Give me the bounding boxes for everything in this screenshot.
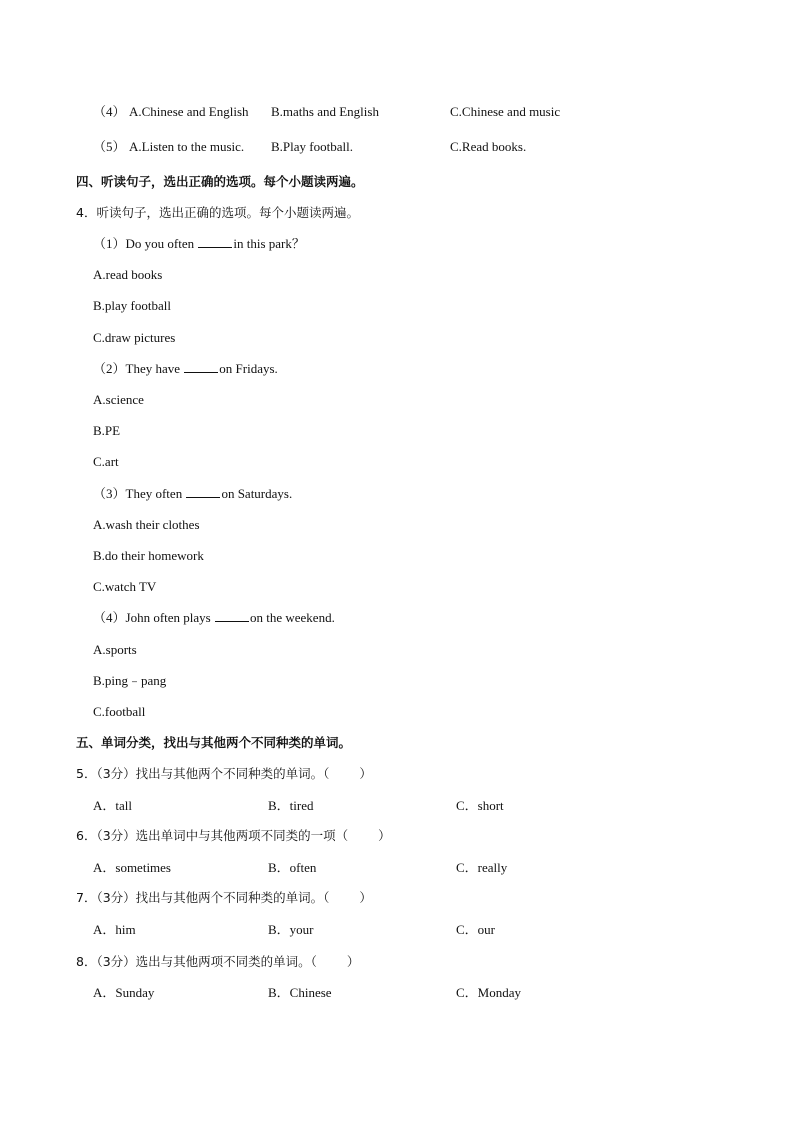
question7-option-b: B．your	[268, 922, 314, 937]
answer-blank	[186, 486, 220, 498]
section4-item3	[93, 486, 292, 502]
section5-heading: 五、单词分类，找出与其他两个不同种类的单词。	[76, 735, 352, 750]
question8-option-a: A．Sunday	[93, 985, 155, 1000]
close-paren: ）	[378, 828, 391, 843]
section4-item4-option-c: C.football	[93, 704, 146, 719]
section4-item1-option-a: A.read books	[93, 267, 163, 282]
section5-question6-stem	[76, 828, 391, 844]
q3-item5-option-c: C.Read books.	[450, 139, 527, 154]
section4-item4-option-b: B.ping﹣pang	[93, 673, 167, 688]
sentence-before: They have	[125, 361, 184, 376]
q3-item4-option-c: C.Chinese and music	[450, 104, 561, 119]
section4-item1-option-b: B.play football	[93, 298, 171, 313]
item-number: （4）	[93, 610, 126, 625]
section4-item3-option-c: C.watch TV	[93, 579, 157, 594]
answer-blank	[198, 236, 232, 248]
section4-item4	[93, 610, 335, 626]
question8-option-c: C．Monday	[456, 985, 522, 1000]
q3-item5-number: （5）	[93, 139, 126, 154]
stem-text: 7．（3分）找出与其他两个不同种类的单词。（	[76, 890, 330, 905]
sentence-after: in this park？	[233, 236, 305, 251]
question6-option-b: B．often	[268, 860, 317, 875]
close-paren: ）	[359, 890, 372, 905]
stem-text: 8．（3分）选出与其他两项不同类的单词。（	[76, 954, 317, 969]
sentence-before: John often plays	[125, 610, 214, 625]
answer-blank	[184, 361, 218, 373]
section4-item2-option-a: A.science	[93, 392, 144, 407]
question5-option-b: B．tired	[268, 798, 314, 813]
item-number: （1）	[93, 236, 126, 251]
q3-item5-option-a: A.Listen to the music.	[129, 139, 245, 154]
question8-option-b: B．Chinese	[268, 985, 332, 1000]
sentence-before: Do you often	[125, 236, 198, 251]
question7-option-a: A．him	[93, 922, 136, 937]
stem-text: 5．（3分）找出与其他两个不同种类的单词。（	[76, 766, 330, 781]
section4-item1	[93, 236, 305, 252]
section4-question-stem: 4．听读句子，选出正确的选项。每个小题读两遍。	[76, 205, 359, 220]
item-number: （3）	[93, 486, 126, 501]
close-paren: ）	[346, 954, 360, 969]
question6-option-c: C．really	[456, 860, 508, 875]
close-paren: ）	[359, 766, 372, 781]
sentence-after: on the weekend.	[249, 610, 335, 625]
section5-question5-stem	[76, 766, 372, 782]
section4-item2	[93, 361, 278, 377]
question7-option-c: C．our	[456, 922, 496, 937]
section4-item3-option-b: B.do their homework	[93, 548, 204, 563]
q3-item4-number: （4）	[93, 104, 126, 119]
question6-option-a: A．sometimes	[93, 860, 171, 875]
item-number: （2）	[93, 361, 126, 376]
section4-item2-option-c: C.art	[93, 454, 119, 469]
q3-item5-option-b: B.Play football.	[271, 139, 353, 154]
answer-blank	[215, 610, 249, 622]
q3-item4-option-a: A.Chinese and English	[129, 104, 249, 119]
section5-question8-stem	[76, 954, 359, 970]
sentence-after: on Saturdays.	[221, 486, 293, 501]
section4-item1-option-c: C.draw pictures	[93, 330, 176, 345]
section4-item2-option-b: B.PE	[93, 423, 121, 438]
question5-option-c: C．short	[456, 798, 504, 813]
question5-option-a: A．tall	[93, 798, 132, 813]
section4-heading: 四、听读句子，选出正确的选项。每个小题读两遍。	[76, 174, 364, 189]
section4-item4-option-a: A.sports	[93, 642, 137, 657]
sentence-after: on Fridays.	[219, 361, 278, 376]
section5-question7-stem	[76, 890, 372, 906]
q3-item4-option-b: B.maths and English	[271, 104, 379, 119]
section4-item3-option-a: A.wash their clothes	[93, 517, 200, 532]
sentence-before: They often	[125, 486, 186, 501]
stem-text: 6．（3分）选出单词中与其他两项不同类的一项（	[76, 828, 349, 843]
